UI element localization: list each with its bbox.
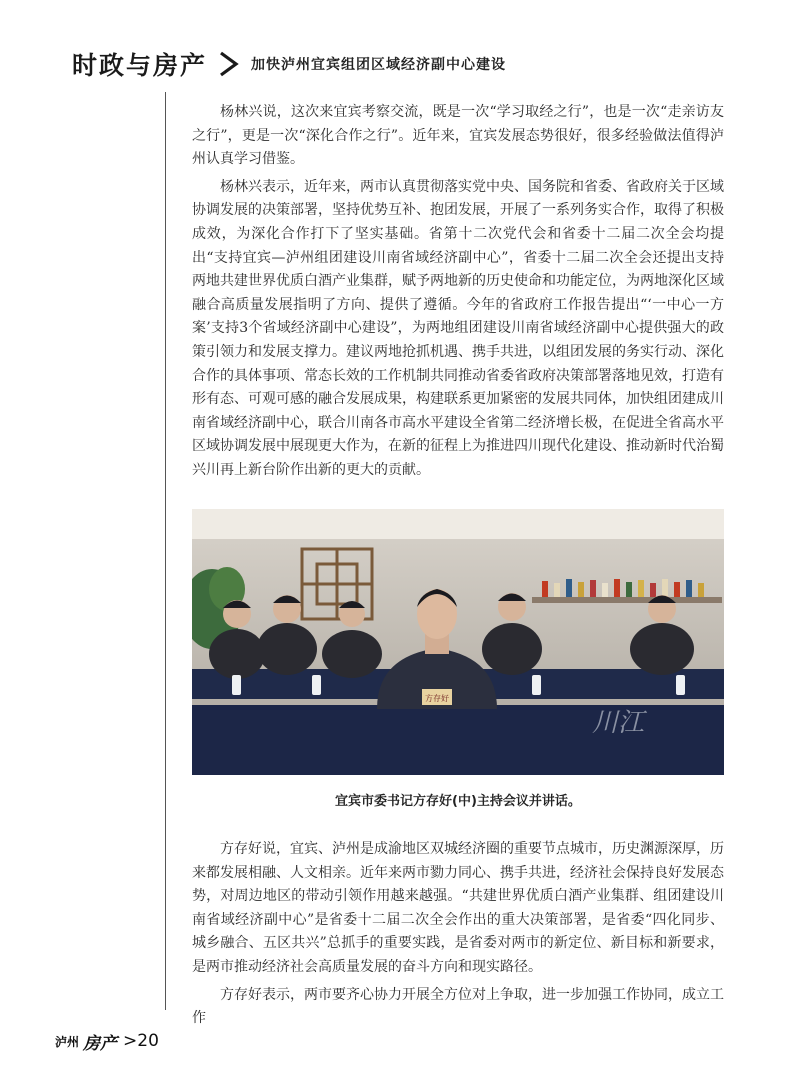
article-body-top (192, 101, 724, 487)
margin-rule (165, 92, 166, 1010)
meeting-photo (192, 509, 724, 775)
photo-watermark: 川江 (592, 708, 645, 738)
photo-caption: 宜宾市委书记方存好(中)主持会议并讲话。 (335, 794, 581, 809)
article-body-bottom (192, 838, 724, 1035)
section-header (72, 46, 506, 82)
footer-brand-name: 房产 (83, 1033, 118, 1054)
paragraph: 方存好说，宜宾、泸州是成渝地区双城经济圈的重要节点城市，历史渊源深厚，历来都发展相融、人文相亲。近年来两市勠力同心、携手共进，经济社会保持良好发展态势，对周边地区的带动引领作用越来越强。“共建世界优质白酒产业集群、组团建设川南省域经济副中心”是省委十二届二次全会作出的重大决策部署，是省委“四化同步、城乡融合、五区共兴”总抓手的重要实践，是省委对两市的新定位、新目标和新要求，是两市推动经济社会高质量发展的奋斗方向和现实路径。 (192, 841, 724, 975)
page-number: >20 (123, 1031, 159, 1051)
section-title: 时政与房产 (72, 51, 208, 80)
meeting-photo-illustration (192, 509, 724, 775)
article-subtitle: 加快泸州宜宾组团区域经济副中心建设 (251, 57, 507, 73)
footer-brand-city: 泸州 (55, 1034, 80, 1049)
nameplate-text: 方存好 (425, 694, 449, 703)
chevron-right-icon (213, 49, 243, 79)
paragraph: 杨林兴表示，近年来，两市认真贯彻落实党中央、国务院和省委、省政府关于区域协调发展的决策部署，坚持优势互补、抱团发展，开展了一系列务实合作，取得了积极成效，为深化合作打下了坚实基础。省第十二次党代会和省委十二届二次全会均提出“支持宜宾—泸州组团建设川南省域经济副中心”，省委十二届二次全会还提出支持两地共建世界优质白酒产业集群，赋予两地新的历史使命和功能定位，为两地深化区域融合高质量发展指明了方向、提供了遵循。今年的省政府工作报告提出“‘一中心一方案’支持3个省域经济副中心建设”，为两地组团建设川南省域经济副中心提供强大的政策引领力和发展支撑力。建议两地抢抓机遇、携手共进，以组团发展的务实行动、深化合作的具体事项、常态长效的工作机制共同推动省委省政府决策部署落地见效，打造有形有态、可观可感的融合发展成果，构建联系更加紧密的发展共同体，加快组团建成川南省域经济副中心，联合川南各市高水平建设全省第二经济增长极，在促进全省高水平区域协调发展中展现更大作为，在新的征程上为推进四川现代化建设、推动新时代治蜀兴川再上新台阶作出新的更大的贡献。 (192, 178, 724, 478)
paragraph: 方存好表示，两市要齐心协力开展全方位对上争取，进一步加强工作协同，成立工作 (192, 986, 724, 1027)
paragraph: 杨林兴说，这次来宜宾考察交流，既是一次“学习取经之行”，也是一次“走亲访友之行”，更是一次“深化合作之行”。近年来，宜宾发展态势很好，很多经验做法值得泸州认真学习借鉴。 (192, 104, 724, 168)
page-footer (55, 1028, 159, 1054)
